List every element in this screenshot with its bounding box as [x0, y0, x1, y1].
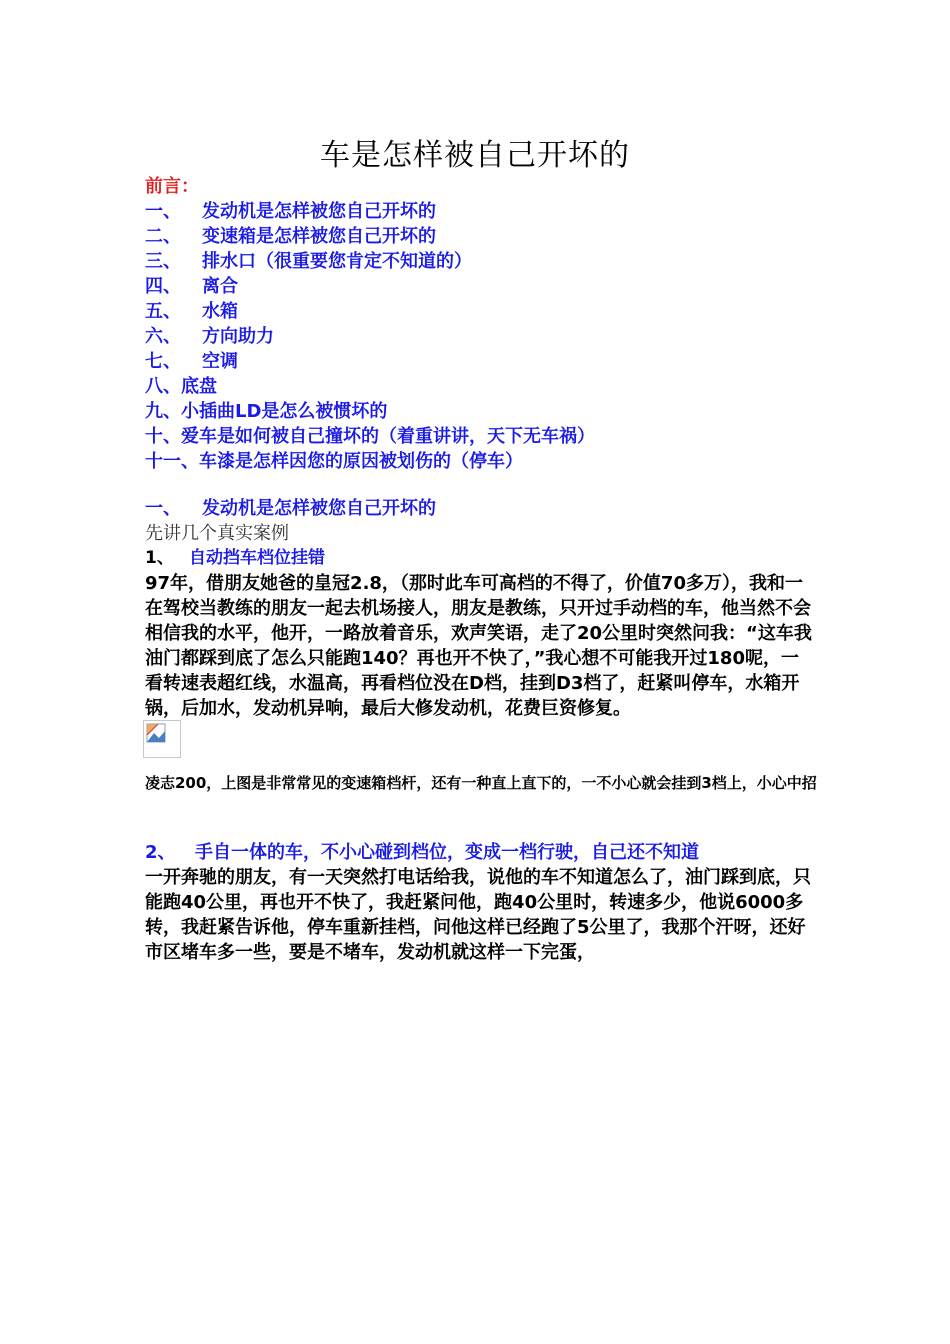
toc-item: 十、爱车是如何被自己撞坏的（着重讲讲，天下无车祸） [145, 426, 595, 447]
toc-item [145, 224, 595, 249]
toc-item-number: 七、 [145, 351, 181, 372]
toc-item: 八、底盘 [145, 376, 217, 397]
document-title: 车是怎样被自己开坏的 [320, 138, 630, 173]
case-paragraph: 一开奔驰的朋友，有一天突然打电话给我，说他的车不知道怎么了，油门踩到底，只能跑40公里，再也开不快了，我赶紧问他，跑40公里时，转速多少，他说6000多转，我赶紧告诉他，停车重新挂档，问他这样已经跑了5公里了，我那个汗呀，还好市区堵车多一些，要是不堵车，发动机就这样一下完蛋， [145, 867, 811, 963]
section-number: 一、 [145, 498, 181, 519]
toc-item-number: 四、 [145, 276, 181, 297]
image-caption: 凌志200，上图是非常常见的变速箱档杆，还有一种直上直下的，一不小心就会挂到3档上，小心中招 [145, 774, 817, 792]
toc-item-text: 离合 [202, 276, 238, 297]
case-number: 1、 [145, 548, 174, 568]
toc-item [145, 349, 595, 374]
preface-label: 前言： [145, 176, 199, 197]
toc-item-text: 空调 [202, 351, 238, 372]
case-title: 自动挡车档位挂错 [189, 548, 325, 568]
section-heading [145, 496, 436, 521]
toc-item [145, 274, 595, 299]
table-of-contents [145, 174, 595, 474]
toc-item-text: 发动机是怎样被您自己开坏的 [202, 201, 436, 222]
toc-item: 九、小插曲LD是怎么被惯坏的 [145, 401, 388, 422]
toc-item-number: 二、 [145, 226, 181, 247]
broken-image-icon [143, 720, 181, 758]
toc-item [145, 299, 595, 324]
toc-item-number: 六、 [145, 326, 181, 347]
section-title: 发动机是怎样被您自己开坏的 [202, 498, 436, 519]
toc-item-number: 五、 [145, 301, 181, 322]
image-placeholder-icon [146, 723, 168, 745]
toc-item-text: 变速箱是怎样被您自己开坏的 [202, 226, 436, 247]
case-heading [145, 840, 699, 865]
case-heading [145, 546, 325, 571]
case-paragraph: 97年，借朋友她爸的皇冠2.8，（那时此车可高档的不得了，价值70多万），我和一在驾校当教练的朋友一起去机场接人，朋友是教练，只开过手动档的车，他当然不会相信我的水平，他开，一路放着音乐，欢声笑语，走了20公里时突然问我：“这车我油门都踩到底了怎么只能跑140？再也开不快了，”我心想不可能我开过180呢，一看转速表超红线，水温高，再看档位没在D档，挂到D3档了，赶紧叫停车，水箱开锅，后加水，发动机异响，最后大修发动机，花费巨资修复。 [145, 573, 812, 719]
toc-item [145, 199, 595, 224]
case-title: 手自一体的车，不小心碰到档位，变成一档行驶，自己还不知道 [195, 842, 699, 863]
toc-item-number: 三、 [145, 251, 181, 272]
toc-item-number: 一、 [145, 201, 181, 222]
case-number: 2、 [145, 842, 176, 863]
toc-item-text: 排水口（很重要您肯定不知道的） [202, 251, 472, 272]
toc-item: 十一、车漆是怎样因您的原因被划伤的（停车） [145, 451, 523, 472]
toc-item [145, 324, 595, 349]
toc-item [145, 249, 595, 274]
toc-item-text: 水箱 [202, 301, 238, 322]
intro-text: 先讲几个真实案例 [145, 523, 289, 544]
toc-item-text: 方向助力 [202, 326, 274, 347]
